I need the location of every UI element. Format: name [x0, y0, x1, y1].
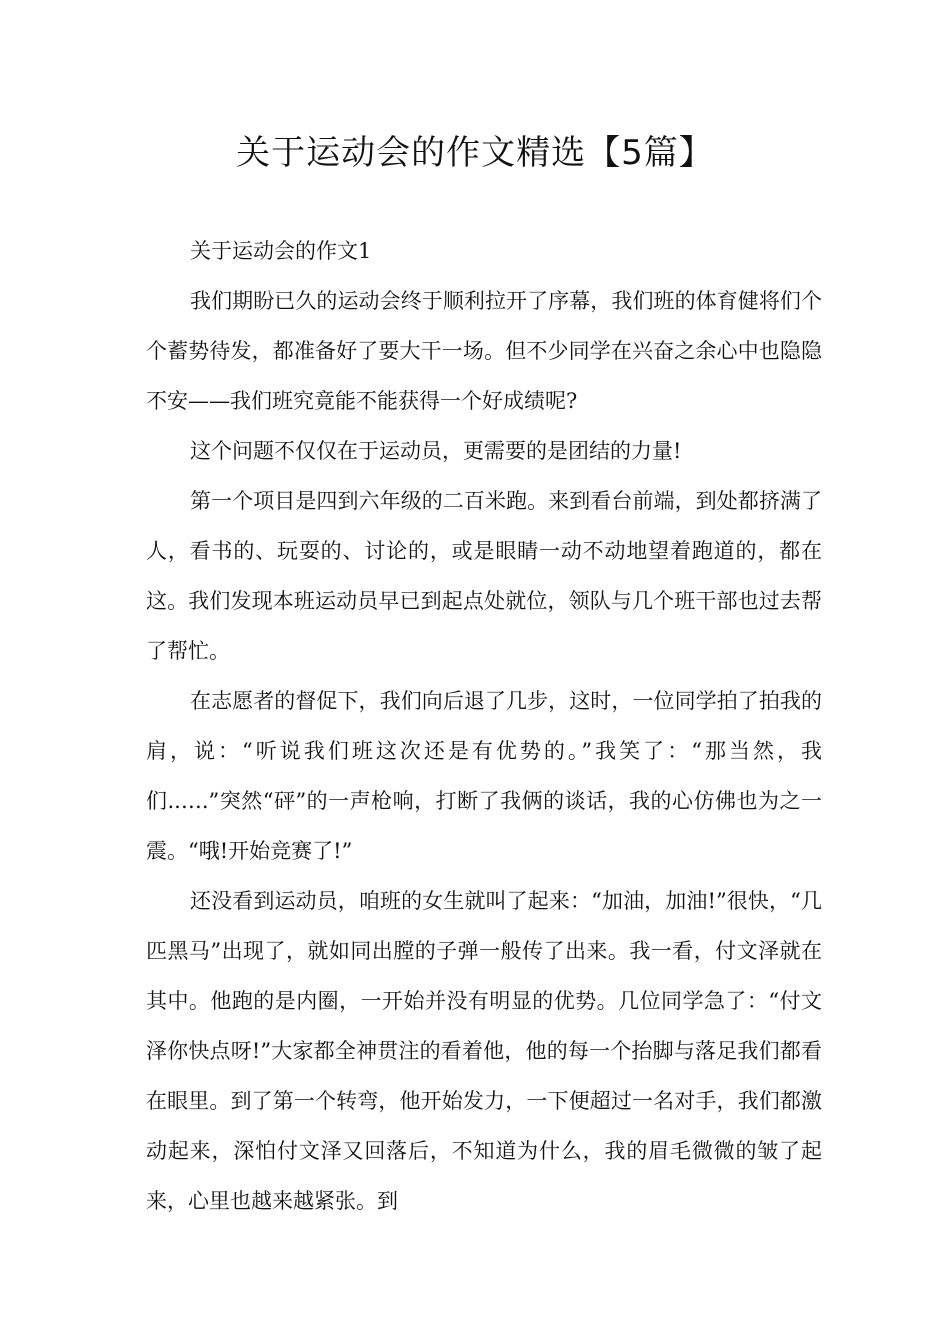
paragraph: 我们期盼已久的运动会终于顺利拉开了序幕，我们班的体育健将们个个蓄势待发，都准备好了要大干一场。但不少同学在兴奋之余心中也隐隐不安——我们班究竟能不能获得一个好成绩呢?	[146, 289, 822, 413]
paragraph: 还没看到运动员，咱班的女生就叫了起来：“加油，加油!”很快，“几匹黑马”出现了，就如同出膛的子弹一般传了出来。我一看，付文泽就在其中。他跑的是内圈，一开始并没有明显的优势。几位同学急了：“付文泽你快点呀!”大家都全神贯注的看着他，他的每一个抬脚与落足我们都看在眼里。到了第一个转弯，他开始发力，一下便超过一名对手，我们都激动起来，深怕付文泽又回落后，不知道为什么，我的眉毛微微的皱了起来，心里也越来越紧张。到	[146, 889, 822, 1213]
paragraph: 第一个项目是四到六年级的二百米跑。来到看台前端，到处都挤满了人，看书的、玩耍的、讨论的，或是眼睛一动不动地望着跑道的，都在这。我们发现本班运动员早已到起点处就位，领队与几个班干部也过去帮了帮忙。	[146, 489, 822, 663]
section-heading: 关于运动会的作文1	[190, 239, 372, 263]
paragraph: 在志愿者的督促下，我们向后退了几步，这时，一位同学拍了拍我的肩，说：“听说我们班这次还是有优势的。”我笑了：“那当然，我们..….”突然“砰”的一声枪响，打断了我俩的谈话，我的心仿佛也为之一震。“哦!开始竞赛了!”	[146, 689, 822, 863]
document-body	[146, 226, 822, 1226]
document-title: 关于运动会的作文精选【5篇】	[236, 133, 714, 173]
paragraph: 这个问题不仅仅在于运动员，更需要的是团结的力量!	[190, 439, 682, 463]
